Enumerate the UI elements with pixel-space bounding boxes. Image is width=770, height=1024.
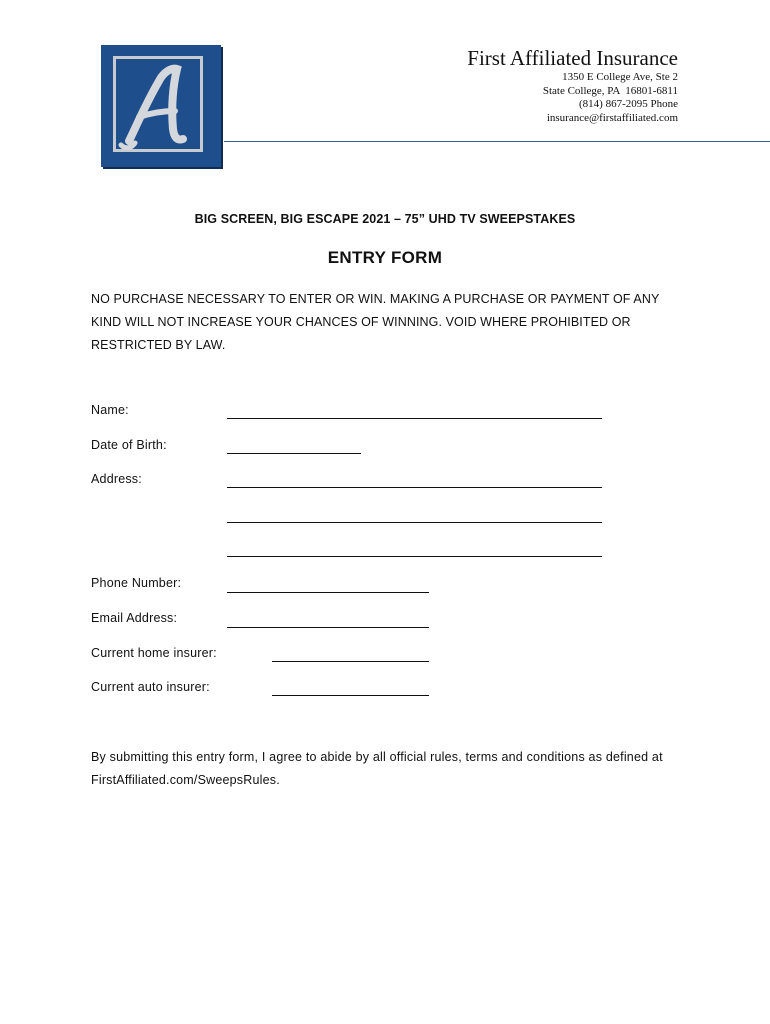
header-divider [224, 141, 770, 142]
email-label: Email Address: [91, 611, 178, 625]
phone-field[interactable] [227, 592, 429, 593]
home-insurer-label: Current home insurer: [91, 646, 217, 660]
dob-label: Date of Birth: [91, 438, 167, 452]
name-field[interactable] [227, 418, 602, 419]
company-phone: (814) 867-2095 Phone [579, 98, 678, 110]
auto-insurer-label: Current auto insurer: [91, 680, 210, 694]
email-field[interactable] [227, 627, 429, 628]
disclaimer-text: NO PURCHASE NECESSARY TO ENTER OR WIN. MAKING A PURCHASE OR PAYMENT OF ANY KIND WILL NOT INCREASE YOUR CHANCES OF WINNING. VOID WHERE PROHIBITED OR RESTRICTED BY LAW. [91, 292, 660, 352]
address-field-line1[interactable] [227, 487, 602, 488]
dob-field[interactable] [227, 453, 361, 454]
name-label: Name: [91, 403, 129, 417]
company-name: First Affiliated Insurance [467, 46, 678, 70]
company-logo [101, 45, 221, 167]
phone-label: Phone Number: [91, 576, 182, 590]
address-field-line2[interactable] [227, 522, 602, 523]
logo-letter-a-icon [101, 45, 221, 167]
address-label: Address: [91, 472, 142, 486]
auto-insurer-field[interactable] [272, 695, 429, 696]
home-insurer-field[interactable] [272, 661, 429, 662]
company-email[interactable]: insurance@firstaffiliated.com [546, 111, 678, 124]
address-field-line3[interactable] [227, 556, 602, 557]
company-address-line2: State College, PA 16801-6811 [542, 84, 678, 97]
agreement-text: By submitting this entry form, I agree to abide by all official rules, terms and conditions as defined at FirstAffiliated.com/SweepsRules. [91, 750, 663, 787]
company-info [467, 45, 678, 125]
form-title: BIG SCREEN, BIG ESCAPE 2021 – 75” UHD TV SWEEPSTAKES [194, 212, 576, 226]
company-address-line1: 1350 E College Ave, Ste 2 [562, 71, 678, 83]
form-subtitle: ENTRY FORM [327, 248, 443, 267]
